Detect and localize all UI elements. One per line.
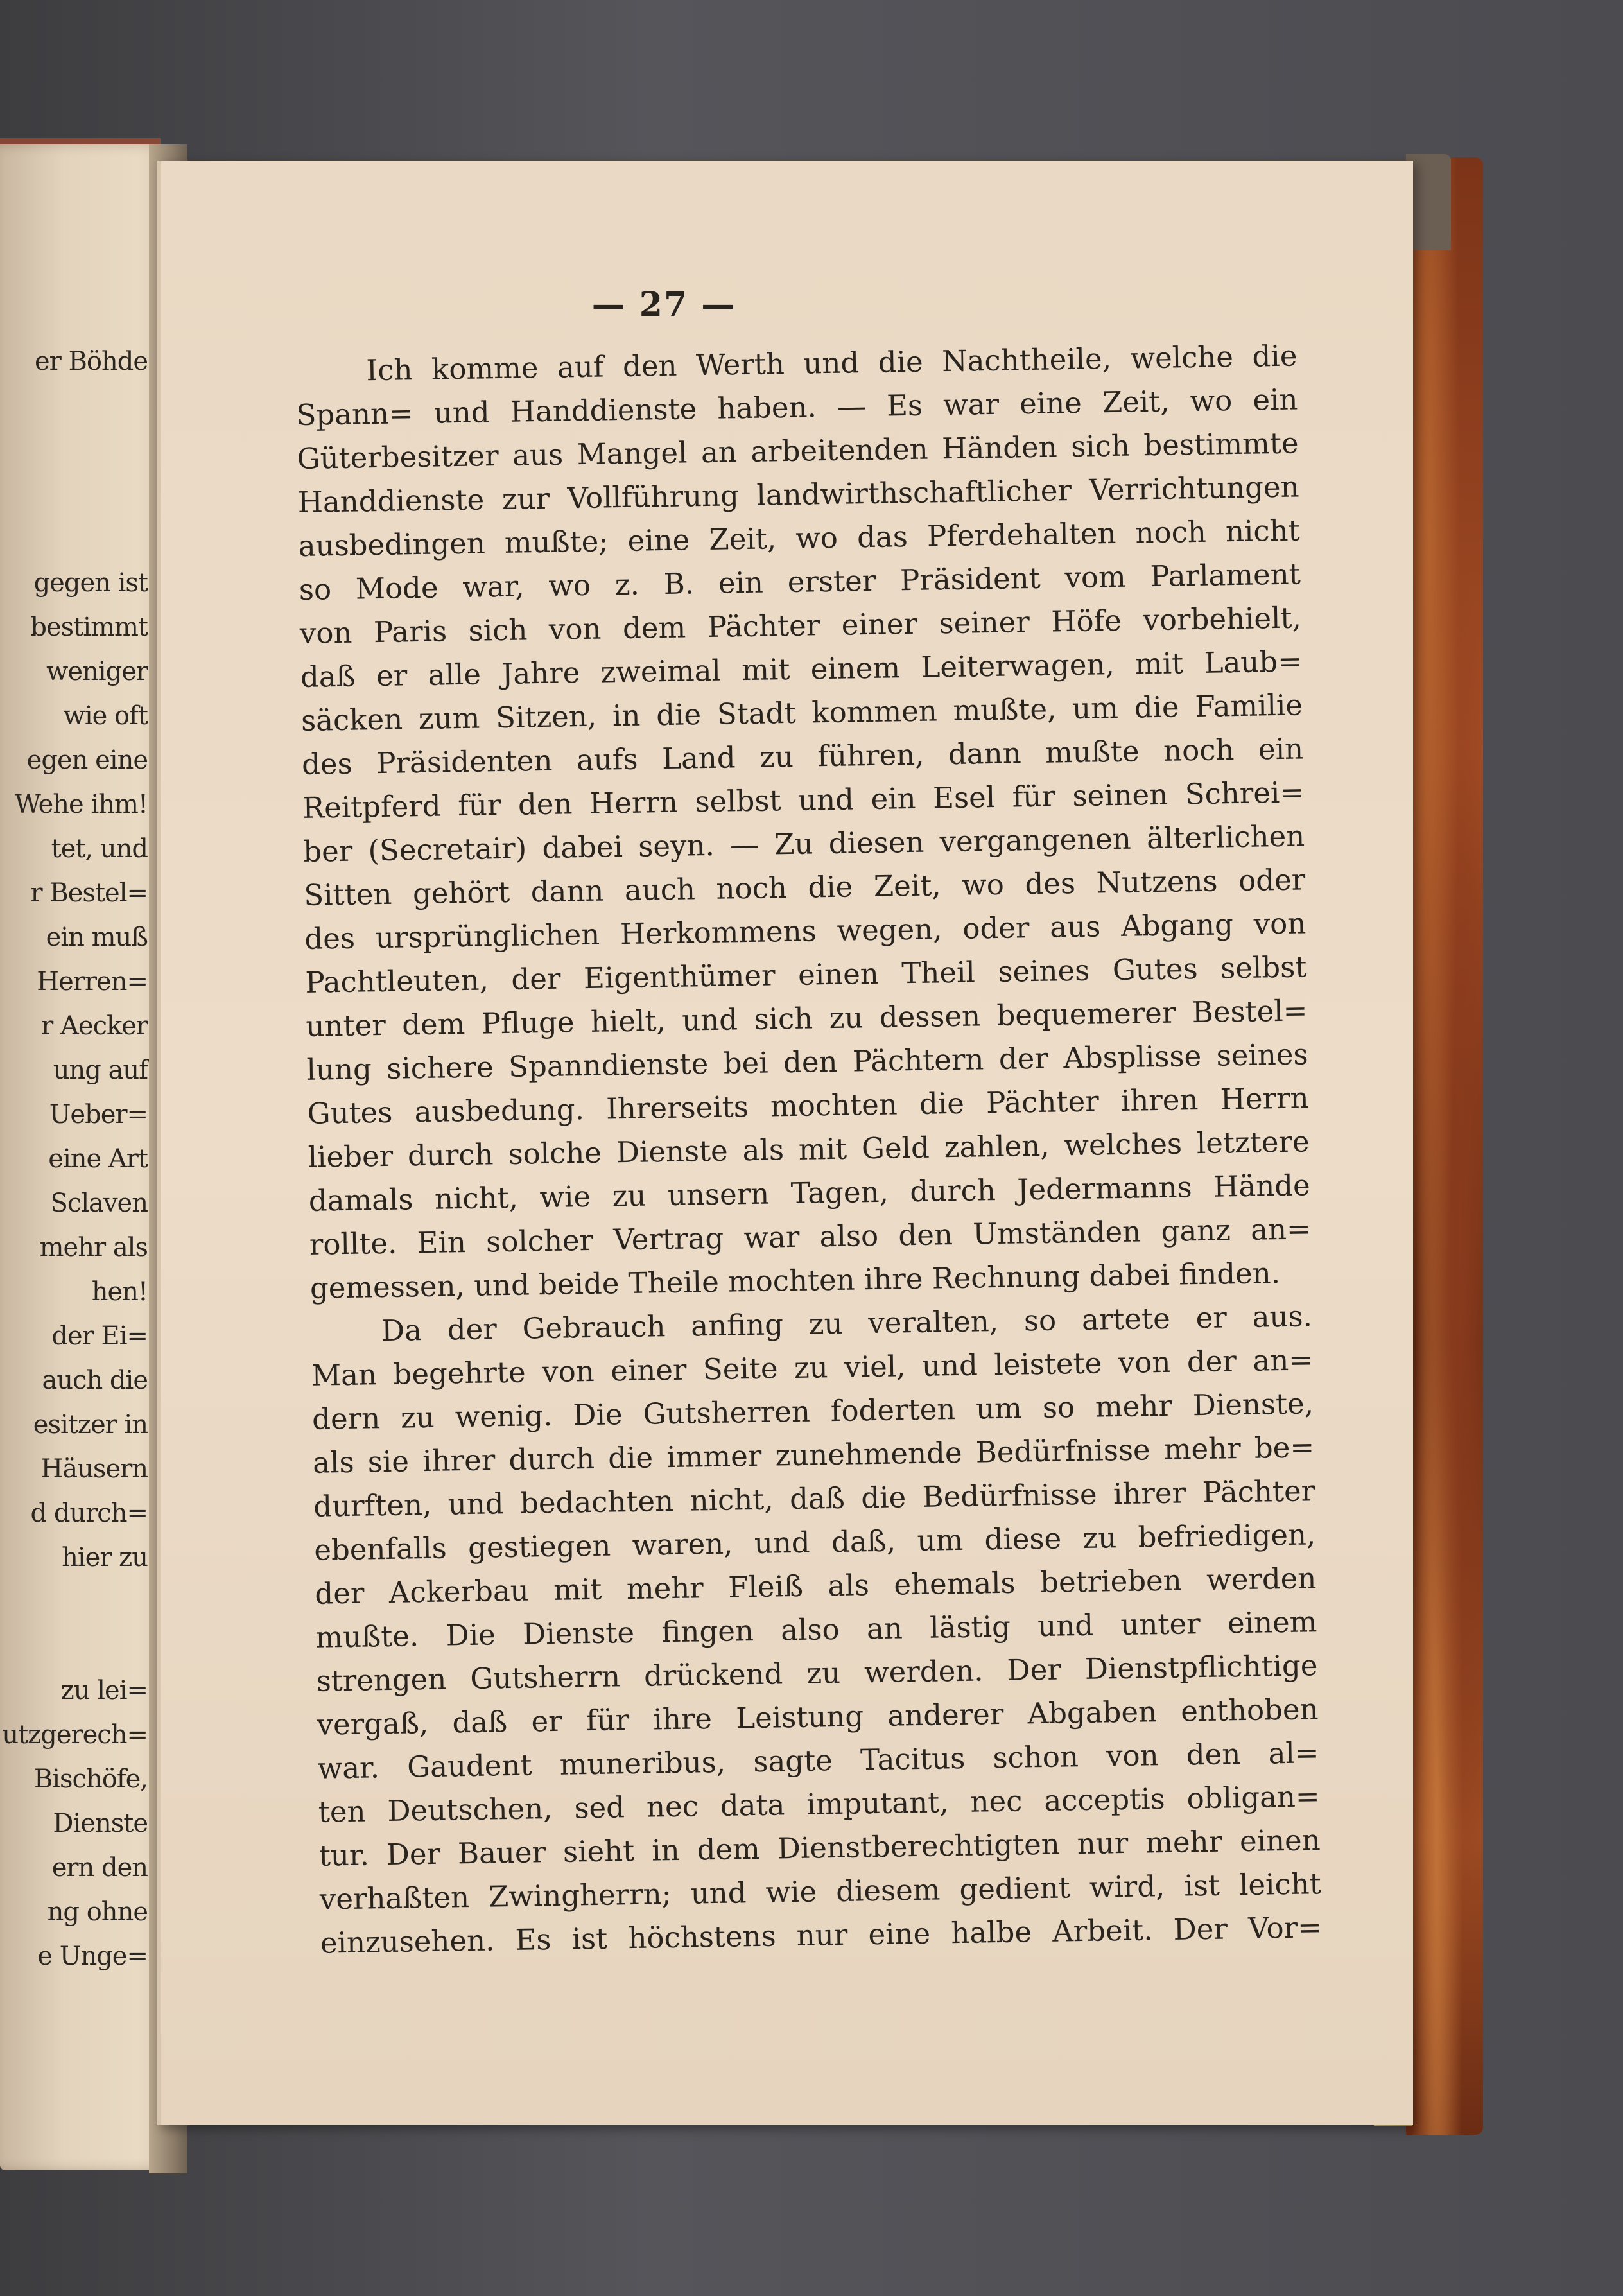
- page-body: [295, 334, 1322, 1965]
- page-header: [0, 285, 1475, 324]
- book-cover-edge: [1406, 157, 1483, 2135]
- left-fragment: Dienste: [53, 1809, 148, 1838]
- text-line: Pachtleuten, der Eigenthümer einen Theil seines Gutes selbst: [305, 950, 1307, 1000]
- left-fragment: gegen ist: [33, 568, 148, 598]
- text-line: von Paris sich von dem Pächter einer seiner Höfe vorbehielt,: [299, 600, 1302, 650]
- text-line: säcken zum Sitzen, in die Stadt kommen mußte, um die Familie: [300, 688, 1303, 738]
- text-line: gemessen, und beide Theile mochten ihre Rechnung dabei finden.: [309, 1256, 1281, 1305]
- text-line: so Mode war, wo z. B. ein erster Präsident vom Parlament: [299, 557, 1301, 607]
- text-line: Man begehrte von einer Seite zu viel, und leistete von der an=: [311, 1343, 1314, 1393]
- left-fragment: e Unge=: [37, 1942, 148, 1971]
- left-fragment: eine Art: [48, 1144, 148, 1174]
- left-fragment: d durch=: [30, 1499, 148, 1528]
- text-line: Gutes ausbedung. Ihrerseits mochten die Pächter ihren Herrn: [307, 1081, 1309, 1131]
- left-fragment: weniger: [46, 657, 148, 686]
- left-fragment: r Aecker: [41, 1011, 148, 1041]
- left-fragment: Bischöfe,: [33, 1764, 148, 1794]
- text-line: des ursprünglichen Herkommens wegen, oder aus Abgang von: [304, 906, 1306, 956]
- text-line: ausbedingen mußte; eine Zeit, wo das Pferdehalten noch nicht: [298, 513, 1301, 563]
- left-fragment: utzgerech=: [2, 1720, 148, 1750]
- left-fragment: ng ohne: [47, 1897, 148, 1927]
- page-number: — 27 —: [591, 285, 736, 324]
- text-line: dern zu wenig. Die Gutsherren foderten um so mehr Dienste,: [311, 1386, 1314, 1436]
- left-fragment: auch die: [42, 1366, 148, 1395]
- text-line: daß er alle Jahre zweimal mit einem Leiterwagen, mit Laub=: [300, 644, 1303, 694]
- text-line: ten Deutschen, sed nec data imputant, nec acceptis obligan=: [318, 1779, 1320, 1829]
- text-line: lieber durch solche Dienste als mit Geld zahlen, welches letztere: [308, 1124, 1310, 1174]
- left-fragment: hier zu: [62, 1543, 148, 1572]
- text-line: ber (Secretair) dabei seyn. — Zu diesen vergangenen älterlichen: [302, 819, 1305, 869]
- left-fragment: Häusern: [40, 1454, 148, 1484]
- left-fragment: wie oft: [63, 701, 148, 731]
- text-line: der Ackerbau mit mehr Fleiß als ehemals betrieben werden: [315, 1561, 1317, 1611]
- left-fragment: bestimmt: [30, 613, 148, 642]
- left-fragment: zu lei=: [60, 1676, 148, 1705]
- left-fragment: Herren=: [37, 967, 148, 996]
- left-fragment: esitzer in: [33, 1410, 148, 1439]
- text-line: mußte. Die Dienste fingen also an lästig und unter einem: [315, 1605, 1317, 1655]
- text-line: tur. Der Bauer sieht in dem Dienstberechtigten nur mehr einen: [318, 1823, 1321, 1873]
- left-fragment: r Bestel=: [30, 878, 148, 908]
- left-fragment: er Böhde: [34, 347, 148, 376]
- left-fragment: Ueber=: [49, 1100, 148, 1129]
- left-fragment: Wehe ihm!: [14, 790, 148, 819]
- left-fragment: ung auf: [53, 1056, 148, 1085]
- text-line: Da der Gebrauch anfing zu veralten, so artete er aus.: [381, 1299, 1313, 1348]
- text-line: einzusehen. Es ist höchstens nur eine halbe Arbeit. Der Vor=: [320, 1910, 1323, 1960]
- text-line: Sitten gehört dann auch noch die Zeit, wo des Nutzens oder: [303, 862, 1306, 912]
- left-fragment: egen eine: [26, 745, 148, 775]
- left-fragment: hen!: [91, 1277, 148, 1307]
- left-fragment: tet, und: [51, 834, 148, 864]
- left-fragment: ern den: [51, 1853, 148, 1883]
- text-line: Handdienste zur Vollführung landwirthschaftlicher Verrichtungen: [297, 469, 1299, 519]
- text-line: Güterbesitzer aus Mangel an arbeitenden Händen sich bestimmte: [297, 426, 1299, 476]
- text-line: durften, und bedachten nicht, daß die Bedürfnisse ihrer Pächter: [313, 1474, 1315, 1524]
- left-fragment: der Ei=: [51, 1321, 148, 1351]
- text-line: damals nicht, wie zu unsern Tagen, durch Jedermanns Hände: [308, 1168, 1311, 1218]
- text-line: lung sichere Spanndienste bei den Pächtern der Absplisse seines: [306, 1037, 1308, 1087]
- text-line: Reitpferd für den Herrn selbst und ein Esel für seinen Schrei=: [302, 775, 1305, 825]
- text-line: vergaß, daß er für ihre Leistung anderer Abgaben enthoben: [317, 1692, 1319, 1742]
- left-fragment: Sclaven: [50, 1188, 148, 1218]
- text-line: ebenfalls gestiegen waren, und daß, um diese zu befriedigen,: [313, 1517, 1316, 1567]
- text-line: verhaßten Zwingherrn; und wie diesem gedient wird, ist leicht: [319, 1866, 1322, 1917]
- text-line: des Präsidenten aufs Land zu führen, dann mußte noch ein: [301, 731, 1304, 781]
- text-line: als sie ihrer durch die immer zunehmende Bedürfnisse mehr be=: [312, 1430, 1315, 1480]
- text-line: Ich komme auf den Werth und die Nachtheile, welche die: [366, 338, 1298, 388]
- left-fragment: ein muß: [46, 923, 148, 952]
- left-fragment: mehr als: [39, 1233, 148, 1262]
- text-line: unter dem Pfluge hielt, und sich zu dessen bequemerer Bestel=: [306, 993, 1308, 1043]
- text-line: war. Gaudent muneribus, sagte Tacitus schon von den al=: [317, 1735, 1319, 1786]
- text-line: Spann= und Handdienste haben. — Es war eine Zeit, wo ein: [296, 382, 1298, 432]
- text-line: rollte. Ein solcher Vertrag war also den Umständen ganz an=: [309, 1212, 1312, 1262]
- text-line: strengen Gutsherrn drückend zu werden. Der Dienstpflichtige: [316, 1648, 1318, 1698]
